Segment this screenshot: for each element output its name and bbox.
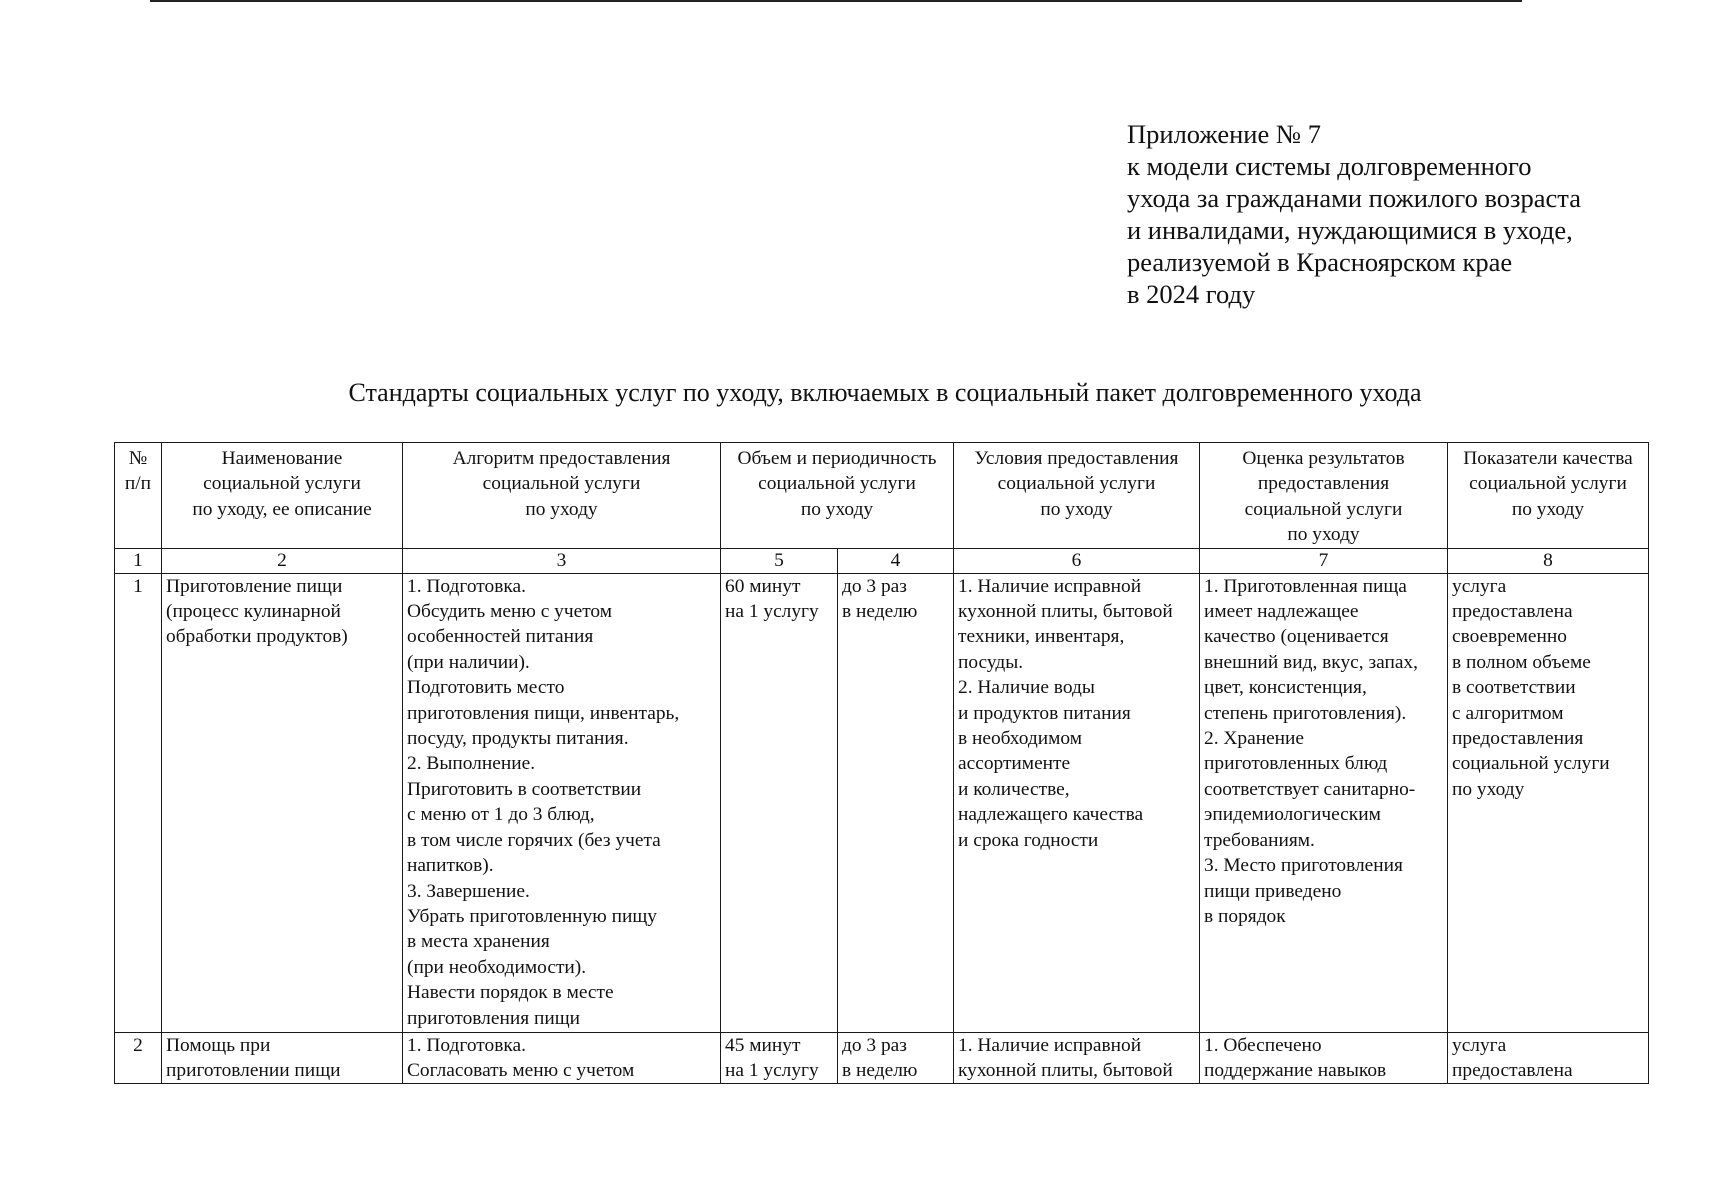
algorithm-cell [403,573,721,1032]
algorithm-cell [403,1032,721,1084]
cell-text-line: Подготовить место [407,677,565,699]
cell-text-line: степень приготовления). [1204,702,1407,724]
column-number: 7 [1200,548,1448,573]
table-row [115,1032,1649,1084]
cell-text-line: особенностей питания [407,626,594,648]
appendix-line: реализуемой в Красноярском крае [1127,247,1513,277]
cell-text-line: (процесс кулинарной [166,601,341,623]
cell-text-line: на 1 услугу [725,601,819,623]
row-number: 1 [115,573,162,1032]
cell-text-line: пищи приведено [1204,880,1342,902]
cell-text-line: 45 минут [725,1034,801,1056]
cell-text-line: в том числе горячих (без учета [407,829,661,851]
cell-text-line: с меню от 1 до 3 блюд, [407,804,595,826]
cell-text-line: предоставления [1452,728,1584,750]
cell-text-line: 2. Хранение [1204,728,1305,750]
cell-text-line: в неделю [842,1060,918,1082]
cell-text-line: 2. Наличие воды [958,677,1095,699]
cell-text-line: кухонной плиты, бытовой [958,601,1173,623]
cell-text-line: ассортименте [958,753,1071,775]
cell-text-line: предоставлена [1452,601,1573,623]
cell-text-line: и срока годности [958,829,1099,851]
cell-text-line: Навести порядок в месте [407,982,614,1004]
quality-cell [1448,1032,1649,1084]
cell-text-line: предоставлена [1452,1060,1573,1082]
cell-text-line: приготовленных блюд [1204,753,1388,775]
header-evaluation: Оценка результатов предоставления социальной услуги по уходу [1200,443,1448,549]
cell-text-line: техники, инвентаря, [958,626,1125,648]
appendix-line: ухода за гражданами пожилого возраста [1127,183,1581,213]
document-title: Стандарты социальных услуг по уходу, включаемых в социальный пакет долговременного ухода [348,378,1422,407]
appendix-reference [1127,118,1581,310]
cell-text-line: 60 минут [725,575,801,597]
cell-text-line: Убрать приготовленную пищу [407,905,657,927]
evaluation-cell [1200,573,1448,1032]
cell-text-line: надлежащего качества [958,804,1144,826]
appendix-line: к модели системы долговременного [1127,151,1532,181]
column-number: 2 [162,548,403,573]
header-conditions: Условия предоставления социальной услуги по уходу [954,443,1200,549]
cell-text-line: посуду, продукты питания. [407,728,629,750]
cell-text-line: услуга [1452,575,1507,597]
cell-text-line: в полном объеме [1452,651,1591,673]
standards-table [114,442,1649,1084]
cell-text-line: социальной услуги [1452,753,1610,775]
table-header-row [115,443,1649,549]
appendix-line: и инвалидами, нуждающимися в уходе, [1127,215,1573,245]
cell-text-line: требованиям. [1204,829,1315,851]
cell-text-line: Приготовить в соответствии [407,778,642,800]
cell-text-line: в соответствии [1452,677,1576,699]
frequency-cell [838,1032,954,1084]
cell-text-line: приготовления пищи, инвентарь, [407,702,680,724]
header-algorithm: Алгоритм предоставления социальной услуги по уходу [403,443,721,549]
cell-text-line: поддержание навыков [1204,1060,1387,1082]
header-quality: Показатели качества социальной услуги по уходу [1448,443,1649,549]
column-number: 5 [721,548,838,573]
cell-text-line: (при наличии). [407,651,530,673]
cell-text-line: в необходимом [958,728,1083,750]
column-number: 3 [403,548,721,573]
cell-text-line: обработки продуктов) [166,626,348,648]
cell-text-line: (при необходимости). [407,956,587,978]
cell-text-line: цвет, консистенция, [1204,677,1367,699]
volume-cell [721,1032,838,1084]
column-number: 4 [838,548,954,573]
cell-text-line: до 3 раз [842,575,907,597]
table-row [115,573,1649,1032]
cell-text-line: Помощь при [166,1034,271,1056]
cell-text-line: 1. Наличие исправной [958,1034,1142,1056]
appendix-line: Приложение № 7 [1127,119,1322,149]
cell-text-line: приготовлении пищи [166,1060,341,1082]
cell-text-line: 1. Наличие исправной [958,575,1142,597]
cell-text-line: и продуктов питания [958,702,1131,724]
column-number: 1 [115,548,162,573]
cell-text-line: на 1 услугу [725,1060,819,1082]
quality-cell [1448,573,1649,1032]
frequency-cell [838,573,954,1032]
cell-text-line: по уходу [1452,778,1525,800]
cell-text-line: с алгоритмом [1452,702,1564,724]
column-number: 6 [954,548,1200,573]
cell-text-line: посуды. [958,651,1024,673]
cell-text-line: в места хранения [407,931,550,953]
cell-text-line: услуга [1452,1034,1507,1056]
header-volume-frequency: Объем и периодичность социальной услуги по уходу [721,443,954,549]
cell-text-line: качество (оценивается [1204,626,1389,648]
cell-text-line: Приготовление пищи [166,575,343,597]
cell-text-line: Обсудить меню с учетом [407,601,613,623]
cell-text-line: 2. Выполнение. [407,753,536,775]
cell-text-line: 1. Приготовленная пища [1204,575,1407,597]
cell-text-line: 3. Завершение. [407,880,530,902]
cell-text-line: 1. Подготовка. [407,575,526,597]
cell-text-line: напитков). [407,855,494,877]
cell-text-line: кухонной плиты, бытовой [958,1060,1173,1082]
cell-text-line: приготовления пищи [407,1007,581,1029]
cell-text-line: до 3 раз [842,1034,907,1056]
service-name-cell [162,573,403,1032]
column-number-row [115,548,1649,573]
cell-text-line: 1. Обеспечено [1204,1034,1322,1056]
cell-text-line: соответствует санитарно- [1204,778,1416,800]
cell-text-line: внешний вид, вкус, запах, [1204,651,1418,673]
service-name-cell [162,1032,403,1084]
column-number: 8 [1448,548,1649,573]
cell-text-line: эпидемиологическим [1204,804,1381,826]
header-number: № п/п [115,443,162,549]
header-service-name: Наименование социальной услуги по уходу, ее описание [162,443,403,549]
top-page-rule [150,0,1522,2]
cell-text-line: 3. Место приготовления [1204,855,1403,877]
cell-text-line: Согласовать меню с учетом [407,1060,635,1082]
volume-cell [721,573,838,1032]
conditions-cell [954,1032,1200,1084]
cell-text-line: своевременно [1452,626,1567,648]
cell-text-line: имеет надлежащее [1204,601,1359,623]
conditions-cell [954,573,1200,1032]
cell-text-line: и количестве, [958,778,1070,800]
cell-text-line: 1. Подготовка. [407,1034,526,1056]
cell-text-line: в порядок [1204,905,1286,927]
appendix-line: в 2024 году [1127,279,1256,309]
cell-text-line: в неделю [842,601,918,623]
row-number: 2 [115,1032,162,1084]
evaluation-cell [1200,1032,1448,1084]
